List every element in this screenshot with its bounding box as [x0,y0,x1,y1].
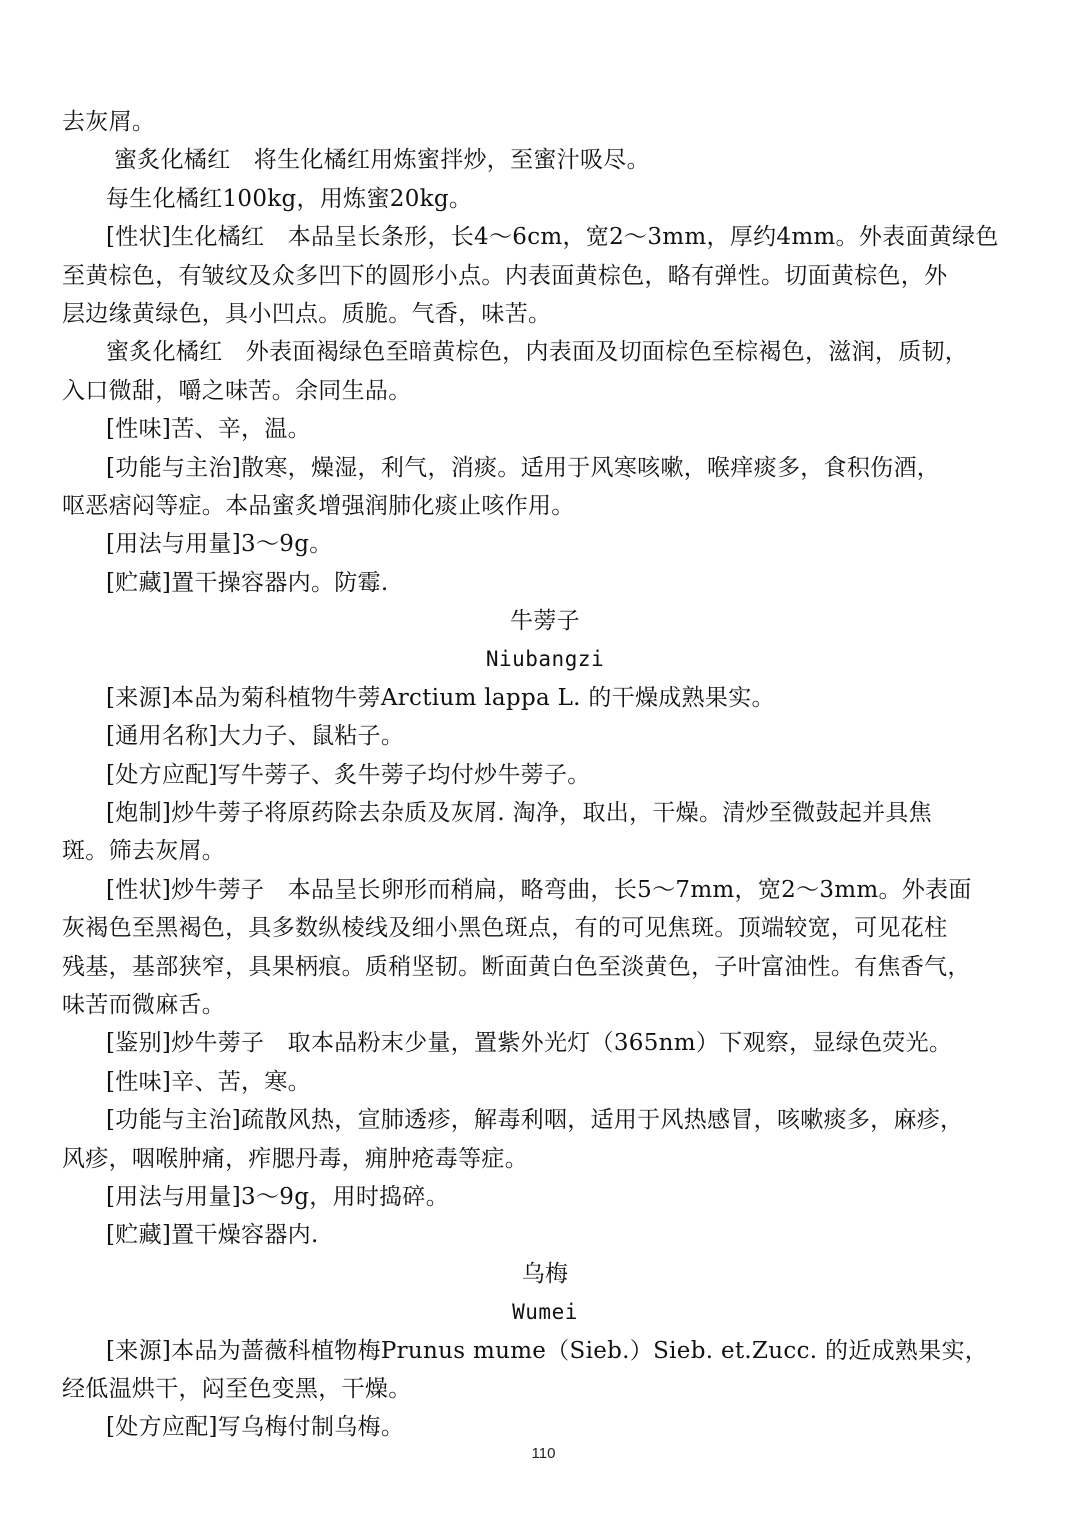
text-line-indented: [用法与用量]3～9g，用时捣碎。 [106,1183,450,1210]
entry-pinyin-heading: Wumei [512,1300,578,1325]
entry-heading: 牛蒡子 [510,608,580,635]
text-line-indented: [性状]生化橘红 本品呈长条形，长4～6cm，宽2～3mm，厚约4mm。外表面黄绿色 [106,224,999,251]
text-line-indented: [处方应配]写乌梅付制乌梅。 [106,1414,405,1441]
text-line-indented: [鉴别]炒牛蒡子 取本品粉末少量，置紫外光灯（365nm）下观察，显绿色荧光。 [106,1030,953,1057]
text-line: 呕恶痞闷等症。本品蜜炙增强润肺化痰止咳作用。 [62,492,575,519]
text-line-indented: [通用名称]大力子、鼠粘子。 [106,723,405,750]
entry-heading: 乌梅 [521,1260,569,1287]
text-line-indented: 蜜炙化橘红 外表面褐绿色至暗黄棕色，内表面及切面棕色至棕褐色，滋润，质韧， [106,339,969,366]
text-line-indented: [性状]炒牛蒡子 本品呈长卵形而稍扁，略弯曲，长5～7mm，宽2～3mm。外表面 [106,876,972,903]
text-line-indented: [处方应配]写牛蒡子、炙牛蒡子均付炒牛蒡子。 [106,761,591,788]
text-line: 灰褐色至黑褐色，具多数纵棱线及细小黑色斑点，有的可见焦斑。顶端较宽，可见花柱 [62,915,948,942]
text-line-indented: [性味]苦、辛，温。 [106,416,311,443]
text-line-indented: [性味]辛、苦，寒。 [106,1068,311,1095]
page-number: 110 [531,1445,556,1462]
text-line: 斑。筛去灰屑。 [62,838,226,865]
text-line-indented: [来源]本品为蔷薇科植物梅Prunus mume（Sieb.）Sieb. et.Zucc. 的近成熟果实， [106,1337,989,1364]
text-line: 味苦而微麻舌。 [62,991,226,1018]
text-line-indented: [功能与主治]疏散风热，宣肺透疹，解毒利咽，适用于风热感冒，咳嗽痰多，麻疹， [106,1107,964,1134]
text-line-indented: 蜜炙化橘红 将生化橘红用炼蜜拌炒，至蜜汁吸尽。 [114,147,650,174]
text-line: 风疹，咽喉肿痛，痄腮丹毒，痈肿疮毒等症。 [62,1145,528,1172]
text-line-indented: 每生化橘红100kg，用炼蜜20kg。 [106,185,473,212]
text-line: 残基，基部狭窄，具果柄痕。质稍坚韧。断面黄白色至淡黄色，子叶富油性。有焦香气， [62,953,971,980]
text-line-indented: [功能与主治]散寒，燥湿，利气，消痰。适用于风寒咳嗽，喉痒痰多，食积伤酒， [106,454,941,481]
text-line-indented: [贮藏]置干燥容器内. [106,1222,319,1249]
text-line-indented: [来源]本品为菊科植物牛蒡Arctium lappa L. 的干燥成熟果实。 [106,684,775,711]
text-line: 层边缘黄绿色，具小凹点。质脆。气香，味苦。 [62,300,552,327]
text-line-indented: [贮藏]置干操容器内。防霉. [106,569,389,596]
text-line: 至黄棕色，有皱纹及众多凹下的圆形小点。内表面黄棕色，略有弹性。切面黄棕色，外 [62,262,948,289]
entry-pinyin-heading: Niubangzi [485,647,605,672]
text-line: 去灰屑。 [62,109,156,135]
text-line-indented: [炮制]炒牛蒡子将原药除去杂质及灰屑. 淘净，取出，干燥。清炒至微鼓起并具焦 [106,800,932,827]
text-line-indented: [用法与用量]3～9g。 [106,531,333,558]
document-body [62,103,1028,1447]
text-line: 经低温烘干，闷至色变黑，干燥。 [62,1375,412,1402]
text-line: 入口微甜，嚼之味苦。余同生品。 [62,377,412,404]
